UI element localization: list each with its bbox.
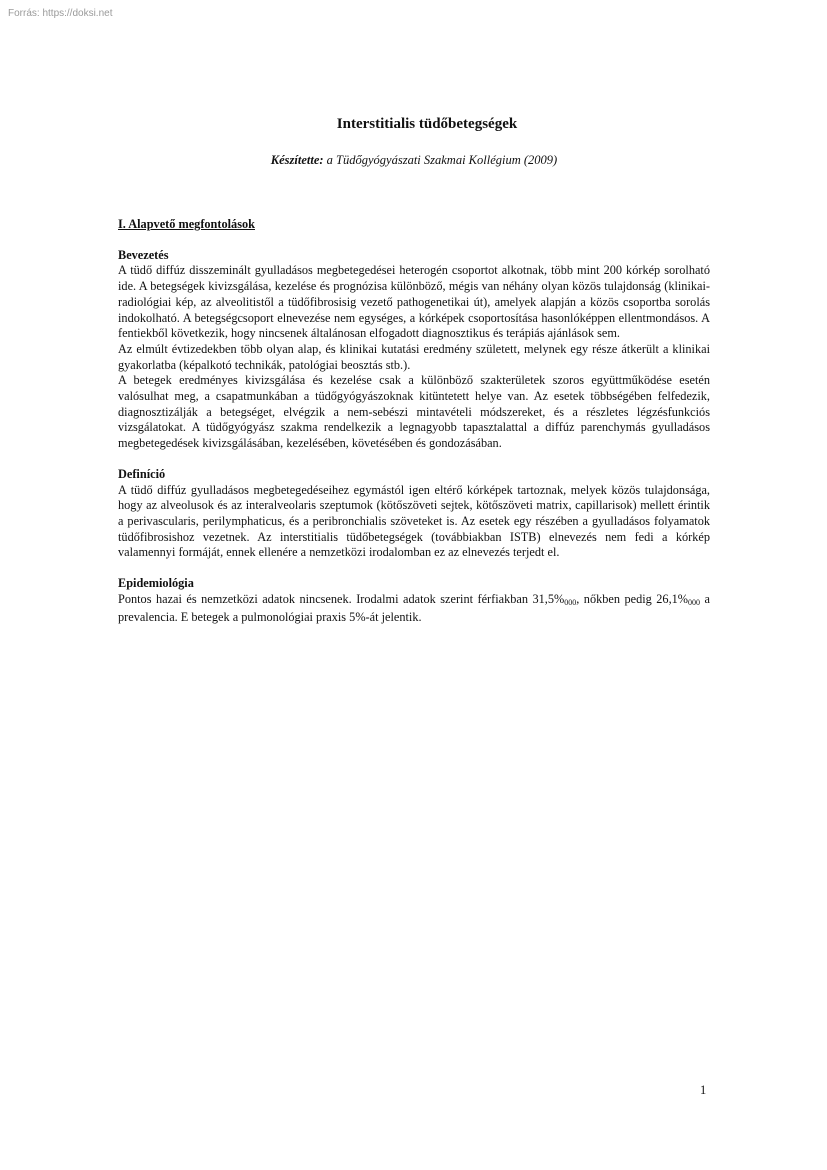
source-watermark[interactable]: Forrás: https://doksi.net [8, 8, 113, 19]
section-definicio [118, 467, 710, 561]
bevezetes-heading: Bevezetés [118, 247, 169, 262]
epidemiologia-heading: Epidemiológia [118, 576, 194, 591]
definicio-heading: Definíció [118, 466, 166, 481]
per-ten-thousand-subscript-2: 000 [688, 597, 701, 607]
epidemiologia-paragraph [118, 592, 710, 626]
per-ten-thousand-subscript-1: 000 [564, 597, 577, 607]
epidemiologia-text-2: , nőkben pedig 26,1% [576, 591, 689, 606]
document-content [118, 217, 710, 641]
page-number: 1 [700, 1083, 707, 1097]
epidemiologia-text-1: Pontos hazai és nemzetközi adatok nincsenek. Irodalmi adatok szerint férfiakban 31,5% [118, 591, 565, 606]
bevezetes-paragraph-1: A tüdő diffúz disszeminált gyulladásos megbetegedései heterogén csoportot alkotnak, több mint 200 kórkép sorolható ide. A betegségek kivizsgálása, kezelése és prognózisa különböző, mégis van néhány olyan közös tulajdonság (klinikai-radiológiai kép, az alveolitistől a tüdőfibrosisig vezető pathogenetikai út), amelyek alapján a közös csoportba sorolás indokolható. A betegségcsoport elnevezése nem egységes, a kórképek csoportosítása hasonlóképpen ellentmondásos. A fentiekből következik, hogy nincsenek általánosan elfogadott diagnosztikus és terápiás ajánlások sem. [118, 263, 710, 341]
section-title: I. Alapvető megfontolások [118, 217, 255, 231]
section-epidemiologia [118, 576, 710, 626]
definicio-paragraph: A tüdő diffúz gyulladásos megbetegedéseihez egymástól igen eltérő kórképek tartoznak, melyek közös tulajdonsága, hogy az alveolusok és az interalveolaris szeptumok (kötőszöveti sejtek, kötőszöveti matrix, capillarisok) mellett érintik a perivascularis, perilymphaticus, és a peribronchialis szöveteket is. Az esetek egy részében a gyulladásos folyamatok tüdőfibrosishoz vezetnek. Az interstitialis tüdőbetegségek (továbbiakban ISTB) elnevezés nem fedi a kórkép valamennyi formáját, ennek ellenére a nemzetközi irodalomban ez az elnevezés terjedt el. [118, 482, 710, 560]
subtitle-text: a Tüdőgyógyászati Szakmai Kollégium (2009) [323, 153, 558, 167]
subtitle-prefix: Készítette: [270, 153, 324, 167]
section-bevezetes [118, 248, 710, 452]
bevezetes-paragraph-2: Az elmúlt évtizedekben több olyan alap, és klinikai kutatási eredmény született, melynek egy része átkerült a klinikai gyakorlatba (képalkotó technikák, patológiai beosztás stb.). [118, 341, 710, 372]
bevezetes-paragraph-3: A betegek eredményes kivizsgálása és kezelése csak a különböző szakterületek szoros együttműködése esetén valósulhat meg, a csapatmunkában a tüdőgyógyászoknak kitüntetett helye van. Az esetek többségében felfedezik, diagnosztizálják a betegséget, elvégzik a nem-sebészi mintavételi módszereket, és a részletes légzésfunkciós vizsgálatokat. A tüdőgyógyász szakma rendelkezik a legnagyobb tapasztalattal a diffúz parenchymás gyulladásos megbetegedések kivizsgálásában, kezelésében, követésében és gondozásában. [118, 373, 710, 451]
epidemiologia-text-3: a prevalencia. E betegek a pulmonológiai praxis 5%-át jelentik. [118, 591, 710, 625]
document-title: Interstitialis tüdőbetegségek [336, 116, 518, 132]
document-subtitle [118, 153, 710, 168]
